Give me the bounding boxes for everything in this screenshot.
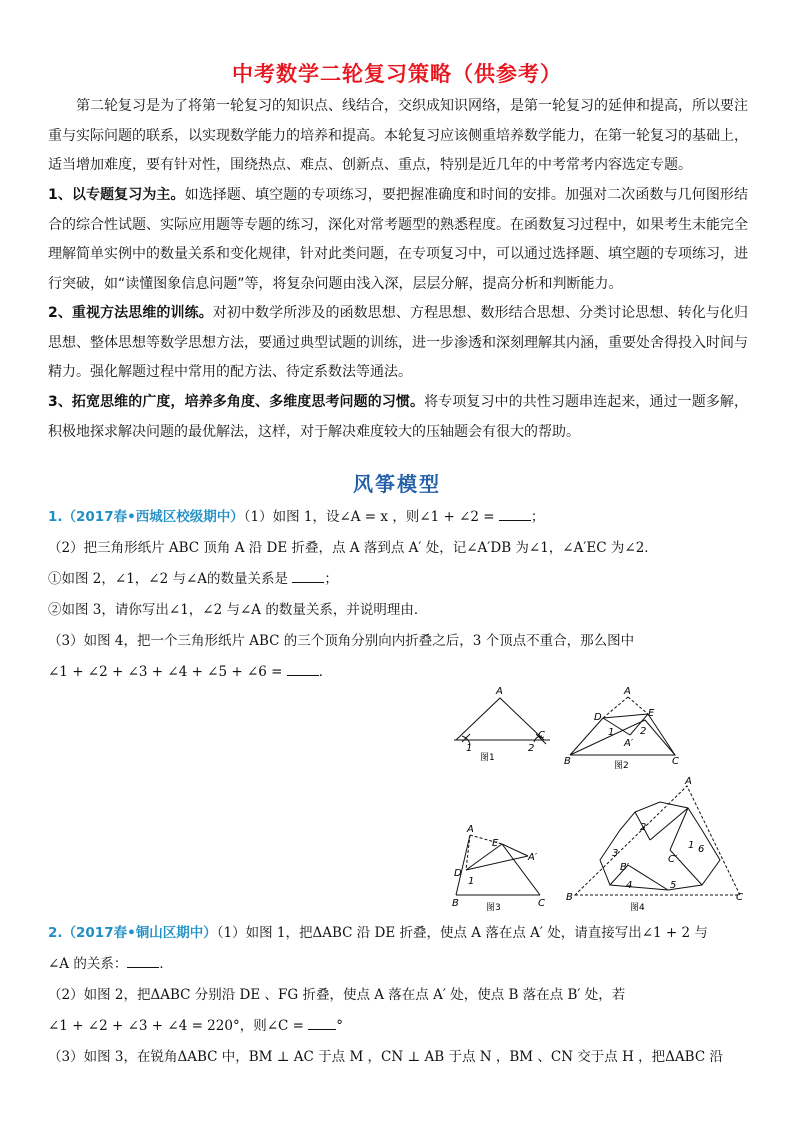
q2-part-2: ∠A 的关系： [48, 956, 128, 972]
q2-blank-1[interactable] [127, 953, 159, 968]
point-2 [48, 299, 748, 388]
q1-blank-3[interactable] [287, 661, 319, 676]
fig4-label-1: 1 [688, 840, 695, 851]
q1-part-3b-end: ． [318, 664, 333, 680]
q2-part-4: ∠1 + ∠2 + ∠3 + ∠4 = 220°，则∠C = [48, 1018, 309, 1034]
point-1-heading: 1、以专题复习为主。 [48, 187, 185, 203]
fig4-label-6: 6 [698, 844, 705, 855]
q1-line-2: （2）把三角形纸片 ABC 顶角 A 沿 DE 折叠，点 A 落到点 A′ 处，记∠A′DB 为∠1，∠A′EC 为∠2． [48, 540, 658, 556]
point-3 [48, 388, 748, 447]
q2-line-4 [48, 1011, 768, 1042]
q2-part-2-end: ． [159, 956, 173, 972]
fig3-label-d: D [454, 868, 462, 879]
q1-line-3 [48, 564, 768, 595]
fig3-label-c: C [538, 898, 545, 909]
q2-line-1 [48, 918, 768, 949]
q1-line-4: ②如图 3，请你写出∠1，∠2 与∠A 的数量关系，并说明理由． [48, 602, 428, 618]
point-3-body: 将专项复习中的共性习题串连起来，通过一题多解，积极地探求解决问题的最优解法，这样，对于解决难度较大的压轴题会有很大的帮助。 [48, 394, 749, 440]
point-1 [48, 181, 748, 299]
fig2-label-b: B [564, 756, 571, 767]
fig1-label-1: 1 [466, 743, 473, 754]
q1-part-1-end: ； [530, 509, 545, 525]
q1-source: 1.（2017春•西城区校级期中） [48, 509, 244, 525]
fig4-label-3: 3 [612, 848, 619, 859]
fig4-label-4: 4 [626, 880, 633, 891]
fig3-caption: 图3 [486, 903, 501, 913]
q2-source: 2.（2017春•铜山区期中） [48, 925, 217, 941]
fig2-label-c: C [672, 756, 679, 767]
q1-part-3b: ∠1 + ∠2 + ∠3 + ∠4 + ∠5 + ∠6 = [48, 664, 287, 680]
q1-blank-1[interactable] [499, 506, 531, 521]
fig3-label-ap: A′ [528, 852, 538, 863]
fig4-label-2: 2 [640, 822, 647, 833]
q1-line-1 [48, 502, 768, 533]
q1-part-1: （1）如图 1，设∠A = x ，则∠1 + ∠2 = [243, 509, 499, 525]
point-1-body: 如选择题、填空题的专项练习，要把握准确度和时间的安排。加强对二次函数与几何图形结合的综合性试题、实际应用题等专题的练习，深化对常考题型的熟悉程度。在函数复习过程中，如果考生未能完全理解简单实例中的数量关系和变化规律，针对此类问题，在专项复习中，可以通过选择题、填空题的专项练习，进行突破，如“读懂图象信息问题”等，将复杂问题由浅入深，层层分解，提高分析和判断能力。 [48, 187, 748, 292]
intro-paragraph: 第二轮复习是为了将第一轮复习的知识点、线结合，交织成知识网络，是第一轮复习的延伸和提高，所以要注重与实际问题的联系，以实现数学能力的培养和提高。本轮复习应该侧重培养数学能力，在第一轮复习的基础上，适当增加难度，要有针对性，围绕热点、难点、创新点、重点，特别是近几年的中考常考内容选定专题。 [48, 98, 748, 173]
question-1 [48, 502, 768, 688]
point-3-heading: 3、拓宽思维的广度，培养多角度、多维度思考问题的习惯。 [48, 394, 425, 410]
fig4-label-a: A [685, 776, 692, 787]
figure-2 [570, 697, 675, 755]
fig4-label-5: 5 [670, 880, 677, 891]
q1-line-5: （3）如图 4，把一个三角形纸片 ABC 的三个顶角分别向内折叠之后，3 个顶点不重合，那么图中 [48, 633, 635, 649]
fig4-caption: 图4 [630, 903, 645, 913]
q2-part-1: （1）如图 1，把ΔABC 沿 DE 折叠，使点 A 落在点 A′ 处，请直接写出∠1 + 2 与 [216, 925, 708, 941]
figure-1 [454, 698, 550, 744]
fig2-label-2: 2 [640, 726, 647, 737]
fig3-label-a: A [467, 824, 474, 835]
fig2-label-a: A [624, 686, 631, 697]
fig2-caption: 图2 [614, 761, 629, 771]
q2-line-5: （3）如图 3，在锐角ΔABC 中，BM ⊥ AC 于点 M ，CN ⊥ AB 于点 N ，BM 、CN 交于点 H ，把ΔABC 沿 [48, 1049, 723, 1065]
q1-sub-1-end: ； [324, 571, 338, 587]
q1-blank-2[interactable] [292, 568, 324, 583]
fig1-label-a: A [496, 686, 503, 697]
fig4-label-c: C [736, 892, 743, 903]
fig2-label-e: E [648, 708, 655, 719]
q2-line-2 [48, 949, 768, 980]
q2-blank-2[interactable] [308, 1015, 336, 1030]
fig2-label-d: D [594, 712, 602, 723]
fig4-label-bp: B′ [620, 862, 630, 873]
point-2-body: 对初中数学所涉及的函数思想、方程思想、数形结合思想、分类讨论思想、转化与化归思想、整体思想等数学思想方法，要通过典型试题的训练，进一步渗透和深刻理解其内涵，重要处舍得投入时间与精力。强化解题过程中常用的配方法、待定系数法等通法。 [48, 305, 749, 380]
q1-sub-1: ①如图 2，∠1，∠2 与∠A的数量关系是 [48, 571, 293, 587]
figure-4 [575, 786, 740, 895]
q2-part-4-end: ° [336, 1018, 343, 1034]
fig3-label-1: 1 [468, 876, 475, 887]
fig2-label-ap: A′ [624, 738, 634, 749]
q2-line-3: （2）如图 2，把ΔABC 分别沿 DE 、FG 折叠，使点 A 落在点 A′ 处，使点 B 落在点 B′ 处，若 [48, 987, 626, 1003]
fig1-caption: 图1 [480, 753, 495, 763]
fig3-label-e: E [492, 838, 499, 849]
fig2-label-1: 1 [608, 727, 615, 738]
point-2-heading: 2、重视方法思维的训练。 [48, 305, 213, 321]
question-2 [48, 918, 768, 1073]
section-title: 风筝模型 [353, 472, 441, 496]
page-title: 中考数学二轮复习策略（供参考） [232, 62, 562, 86]
figures [440, 680, 760, 915]
fig4-label-cp: C′ [668, 854, 678, 865]
fig4-label-b: B [566, 892, 573, 903]
fig3-label-b: B [452, 898, 459, 909]
fig1-label-c: C [538, 730, 545, 741]
fig1-label-2: 2 [528, 743, 535, 754]
